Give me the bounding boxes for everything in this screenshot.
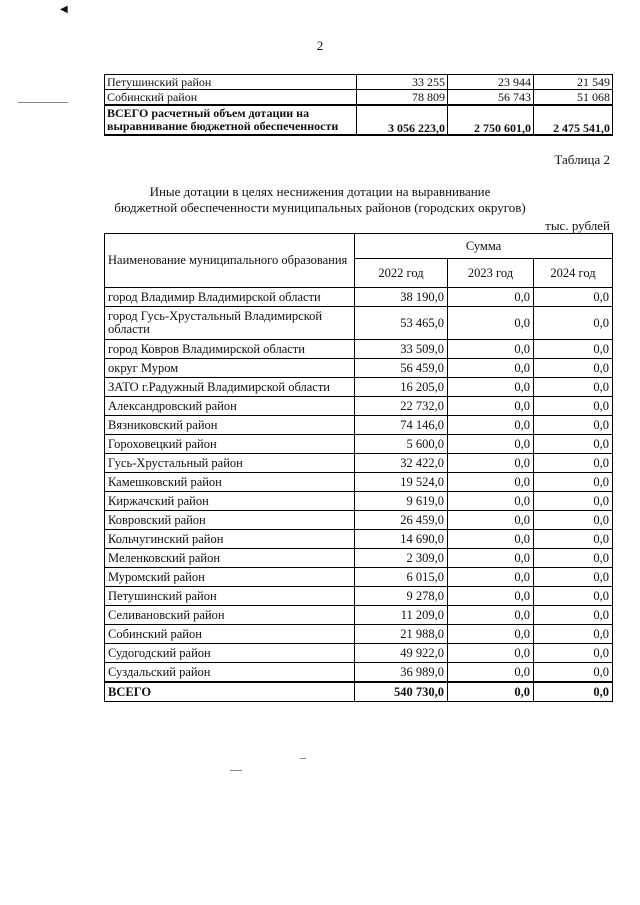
value-2023: 0,0	[448, 435, 534, 454]
header-name: Наименование муниципального образования	[105, 234, 355, 288]
table-row	[105, 359, 613, 378]
row-name: Александровский район	[105, 397, 355, 416]
table-row	[105, 454, 613, 473]
header-sum: Сумма	[355, 234, 613, 259]
value-2022: 14 690,0	[355, 530, 448, 549]
row-name: Петушинский район	[105, 75, 357, 90]
total-label: ВСЕГО	[105, 682, 355, 702]
value-2024: 0,0	[534, 340, 613, 359]
value-2024: 0,0	[534, 511, 613, 530]
total-2023: 0,0	[448, 682, 534, 702]
value-2024: 0,0	[534, 530, 613, 549]
table-row	[105, 75, 613, 90]
total-2024: 2 475 541,0	[534, 105, 613, 135]
units-label: тыс. рублей	[545, 218, 610, 233]
value-2024: 0,0	[534, 625, 613, 644]
value-2024: 0,0	[534, 606, 613, 625]
row-name: Суздальский район	[105, 663, 355, 683]
value-2022: 22 732,0	[355, 397, 448, 416]
value-2023: 0,0	[448, 663, 534, 683]
row-name: Гусь-Хрустальный район	[105, 454, 355, 473]
page-number: 2	[316, 38, 324, 53]
value-2022: 33 255	[357, 75, 448, 90]
row-name: Собинский район	[105, 625, 355, 644]
header-2022: 2022 год	[355, 259, 448, 288]
value-2024: 0,0	[534, 416, 613, 435]
value-2022: 56 459,0	[355, 359, 448, 378]
table-row	[105, 644, 613, 663]
value-2023: 0,0	[448, 625, 534, 644]
total-row	[105, 682, 613, 702]
table-row	[105, 625, 613, 644]
value-2022: 6 015,0	[355, 568, 448, 587]
value-2022: 32 422,0	[355, 454, 448, 473]
scan-dash-left	[18, 102, 68, 103]
header-2023: 2023 год	[448, 259, 534, 288]
value-2023: 0,0	[448, 397, 534, 416]
table-row	[105, 378, 613, 397]
value-2022: 21 988,0	[355, 625, 448, 644]
title-line-1: Иные дотации в целях неснижения дотации на выравнивание	[149, 184, 491, 199]
value-2022: 36 989,0	[355, 663, 448, 683]
table-row	[105, 568, 613, 587]
table-row	[105, 549, 613, 568]
table-row	[105, 530, 613, 549]
value-2024: 0,0	[534, 644, 613, 663]
table-row	[105, 90, 613, 106]
value-2023: 56 743	[448, 90, 534, 106]
value-2023: 0,0	[448, 606, 534, 625]
value-2022: 19 524,0	[355, 473, 448, 492]
table-row	[105, 288, 613, 307]
value-2023: 0,0	[448, 340, 534, 359]
total-2023: 2 750 601,0	[448, 105, 534, 135]
total-label	[105, 105, 357, 135]
title-line-2: бюджетной обеспеченности муниципальных районов (городских округов)	[114, 200, 526, 215]
value-2024: 0,0	[534, 473, 613, 492]
header-row	[105, 234, 613, 259]
value-2023: 0,0	[448, 511, 534, 530]
row-name: Кольчугинский район	[105, 530, 355, 549]
row-name: Судогодский район	[105, 644, 355, 663]
row-name: ЗАТО г.Радужный Владимирской области	[105, 378, 355, 397]
row-name: округ Муром	[105, 359, 355, 378]
value-2024: 0,0	[534, 663, 613, 683]
row-name: Селивановский район	[105, 606, 355, 625]
value-2022: 11 209,0	[355, 606, 448, 625]
total-2022: 3 056 223,0	[357, 105, 448, 135]
row-name: город Владимир Владимирской области	[105, 288, 355, 307]
value-2022: 16 205,0	[355, 378, 448, 397]
value-2023: 0,0	[448, 288, 534, 307]
value-2023: 0,0	[448, 644, 534, 663]
table-row	[105, 587, 613, 606]
value-2024: 51 068	[534, 90, 613, 106]
row-name: Муромский район	[105, 568, 355, 587]
value-2023: 0,0	[448, 359, 534, 378]
main-table	[104, 233, 613, 702]
value-2022: 38 190,0	[355, 288, 448, 307]
table-row	[105, 416, 613, 435]
value-2023: 0,0	[448, 492, 534, 511]
table-row	[105, 511, 613, 530]
table-row	[105, 435, 613, 454]
value-2024: 0,0	[534, 454, 613, 473]
value-2023: 0,0	[448, 568, 534, 587]
value-2022: 78 809	[357, 90, 448, 106]
value-2022: 74 146,0	[355, 416, 448, 435]
total-2022: 540 730,0	[355, 682, 448, 702]
table-label: Таблица 2	[554, 152, 610, 167]
value-2024: 0,0	[534, 568, 613, 587]
value-2023: 0,0	[448, 473, 534, 492]
value-2024: 0,0	[534, 587, 613, 606]
table-row	[105, 307, 613, 340]
table-row	[105, 473, 613, 492]
total-2024: 0,0	[534, 682, 613, 702]
total-label-line1: ВСЕГО расчетный объем дотации на	[107, 106, 310, 120]
row-name: Киржачский район	[105, 492, 355, 511]
row-name: Вязниковский район	[105, 416, 355, 435]
table-row	[105, 397, 613, 416]
total-label-line2: выравнивание бюджетной обеспеченности	[107, 119, 339, 133]
value-2022: 9 619,0	[355, 492, 448, 511]
main-table-body	[105, 288, 613, 702]
value-2023: 0,0	[448, 416, 534, 435]
scan-dash-bottom-2	[300, 758, 306, 759]
value-2023: 0,0	[448, 378, 534, 397]
value-2023: 23 944	[448, 75, 534, 90]
value-2024: 21 549	[534, 75, 613, 90]
value-2022: 5 600,0	[355, 435, 448, 454]
value-2022: 33 509,0	[355, 340, 448, 359]
value-2022: 49 922,0	[355, 644, 448, 663]
table-row	[105, 663, 613, 683]
row-name: Гороховецкий район	[105, 435, 355, 454]
value-2024: 0,0	[534, 435, 613, 454]
value-2022: 53 465,0	[355, 307, 448, 340]
value-2023: 0,0	[448, 587, 534, 606]
row-name: Камешковский район	[105, 473, 355, 492]
table-title	[0, 184, 640, 216]
value-2022: 2 309,0	[355, 549, 448, 568]
row-name: Петушинский район	[105, 587, 355, 606]
scan-mark: ◀	[60, 4, 68, 15]
value-2023: 0,0	[448, 307, 534, 340]
total-row	[105, 105, 613, 135]
value-2024: 0,0	[534, 549, 613, 568]
value-2023: 0,0	[448, 530, 534, 549]
row-name: город Гусь-Хрустальный Владимирской области	[105, 307, 355, 340]
value-2022: 26 459,0	[355, 511, 448, 530]
value-2023: 0,0	[448, 454, 534, 473]
table-row	[105, 492, 613, 511]
value-2024: 0,0	[534, 397, 613, 416]
value-2024: 0,0	[534, 378, 613, 397]
row-name: Ковровский район	[105, 511, 355, 530]
value-2023: 0,0	[448, 549, 534, 568]
row-name: Собинский район	[105, 90, 357, 106]
row-name: город Ковров Владимирской области	[105, 340, 355, 359]
top-table	[104, 74, 613, 136]
value-2024: 0,0	[534, 359, 613, 378]
value-2024: 0,0	[534, 492, 613, 511]
row-name: Меленковский район	[105, 549, 355, 568]
table-row	[105, 606, 613, 625]
value-2024: 0,0	[534, 288, 613, 307]
scan-dash-bottom	[230, 770, 242, 771]
header-2024: 2024 год	[534, 259, 613, 288]
table-row	[105, 340, 613, 359]
value-2024: 0,0	[534, 307, 613, 340]
value-2022: 9 278,0	[355, 587, 448, 606]
